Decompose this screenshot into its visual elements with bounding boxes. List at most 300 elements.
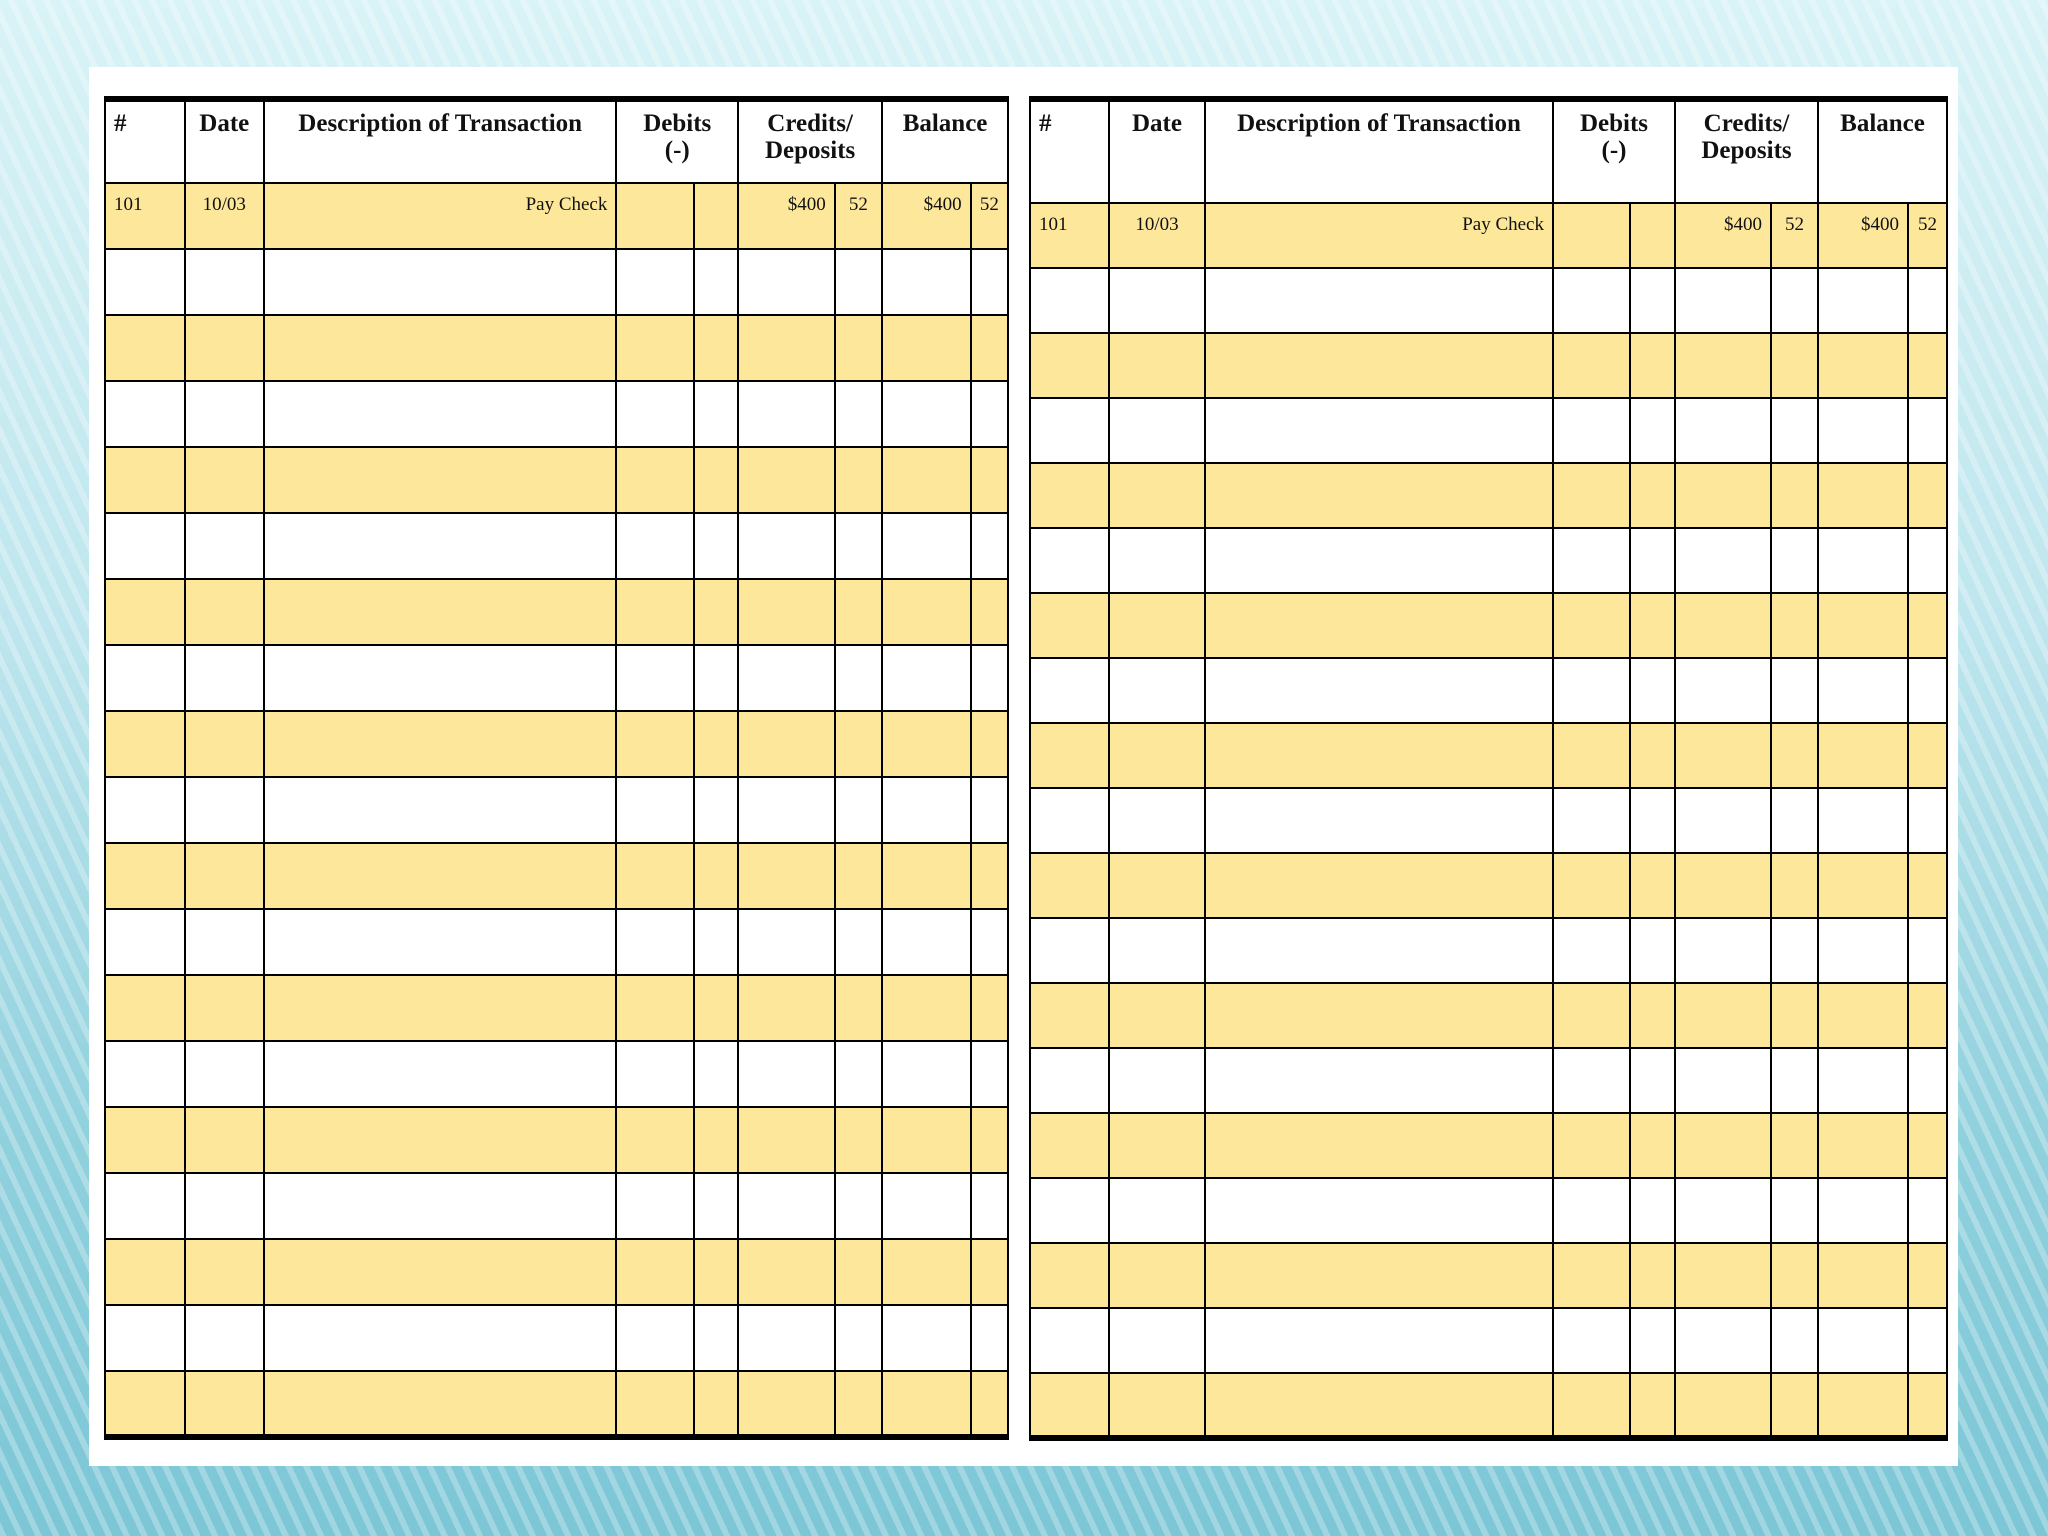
balance-cents-cell[interactable]: [971, 843, 1008, 909]
credit-dollars-cell[interactable]: [1675, 1373, 1771, 1438]
debit-dollars-cell[interactable]: [1553, 593, 1630, 658]
balance-cents-cell[interactable]: [1908, 268, 1947, 333]
check-number-cell[interactable]: [1030, 398, 1109, 463]
check-number-cell[interactable]: [105, 1239, 185, 1305]
credit-cents-cell[interactable]: 52: [835, 183, 882, 249]
balance-dollars-cell[interactable]: [882, 315, 971, 381]
credit-cents-cell[interactable]: [1771, 723, 1818, 788]
balance-dollars-cell[interactable]: [882, 1107, 971, 1173]
debit-cents-cell[interactable]: [694, 381, 738, 447]
description-cell[interactable]: [264, 843, 616, 909]
debit-dollars-cell[interactable]: [616, 513, 694, 579]
credit-cents-cell[interactable]: [835, 711, 882, 777]
balance-cents-cell[interactable]: [971, 381, 1008, 447]
date-cell[interactable]: [185, 381, 265, 447]
check-number-cell[interactable]: [105, 645, 185, 711]
debit-dollars-cell[interactable]: [616, 645, 694, 711]
debit-dollars-cell[interactable]: [1553, 983, 1630, 1048]
debit-cents-cell[interactable]: [694, 579, 738, 645]
debit-dollars-cell[interactable]: [616, 777, 694, 843]
balance-dollars-cell[interactable]: [1818, 853, 1908, 918]
debit-dollars-cell[interactable]: [616, 315, 694, 381]
check-number-cell[interactable]: [1030, 1308, 1109, 1373]
description-cell[interactable]: [1205, 268, 1553, 333]
check-number-cell[interactable]: [1030, 1048, 1109, 1113]
debit-dollars-cell[interactable]: [616, 975, 694, 1041]
balance-dollars-cell[interactable]: [1818, 333, 1908, 398]
check-number-cell[interactable]: [105, 579, 185, 645]
check-number-cell[interactable]: [1030, 268, 1109, 333]
debit-cents-cell[interactable]: [1630, 528, 1675, 593]
balance-dollars-cell[interactable]: $400: [882, 183, 971, 249]
check-number-cell[interactable]: [105, 1041, 185, 1107]
debit-dollars-cell[interactable]: [1553, 268, 1630, 333]
credit-cents-cell[interactable]: [1771, 593, 1818, 658]
balance-dollars-cell[interactable]: [1818, 463, 1908, 528]
credit-dollars-cell[interactable]: [1675, 463, 1771, 528]
date-cell[interactable]: [185, 975, 265, 1041]
balance-dollars-cell[interactable]: [882, 381, 971, 447]
debit-cents-cell[interactable]: [694, 1371, 738, 1437]
description-cell[interactable]: [1205, 463, 1553, 528]
check-number-cell[interactable]: [1030, 658, 1109, 723]
credit-dollars-cell[interactable]: [738, 249, 835, 315]
debit-cents-cell[interactable]: [694, 711, 738, 777]
balance-dollars-cell[interactable]: [1818, 1373, 1908, 1438]
credit-cents-cell[interactable]: [1771, 918, 1818, 983]
debit-cents-cell[interactable]: [1630, 1048, 1675, 1113]
debit-dollars-cell[interactable]: [616, 183, 694, 249]
balance-cents-cell[interactable]: [971, 1371, 1008, 1437]
balance-cents-cell[interactable]: [971, 1107, 1008, 1173]
check-number-cell[interactable]: [1030, 788, 1109, 853]
date-cell[interactable]: [1109, 1373, 1205, 1438]
credit-cents-cell[interactable]: [835, 579, 882, 645]
check-number-cell[interactable]: [105, 1173, 185, 1239]
credit-cents-cell[interactable]: [835, 777, 882, 843]
balance-dollars-cell[interactable]: [1818, 398, 1908, 463]
check-number-cell[interactable]: 101: [1030, 203, 1109, 268]
debit-dollars-cell[interactable]: [616, 579, 694, 645]
debit-dollars-cell[interactable]: [1553, 1113, 1630, 1178]
date-cell[interactable]: [185, 843, 265, 909]
check-number-cell[interactable]: [1030, 983, 1109, 1048]
date-cell[interactable]: [1109, 1308, 1205, 1373]
debit-dollars-cell[interactable]: [1553, 918, 1630, 983]
description-cell[interactable]: [264, 711, 616, 777]
date-cell[interactable]: [1109, 983, 1205, 1048]
balance-dollars-cell[interactable]: [882, 711, 971, 777]
credit-dollars-cell[interactable]: [738, 909, 835, 975]
balance-cents-cell[interactable]: [971, 579, 1008, 645]
balance-dollars-cell[interactable]: [882, 249, 971, 315]
credit-cents-cell[interactable]: [835, 315, 882, 381]
credit-dollars-cell[interactable]: [738, 645, 835, 711]
balance-dollars-cell[interactable]: [1818, 528, 1908, 593]
description-cell[interactable]: [1205, 788, 1553, 853]
debit-dollars-cell[interactable]: [616, 1107, 694, 1173]
debit-dollars-cell[interactable]: [616, 1305, 694, 1371]
balance-dollars-cell[interactable]: [882, 777, 971, 843]
date-cell[interactable]: [1109, 723, 1205, 788]
balance-cents-cell[interactable]: [971, 1041, 1008, 1107]
credit-cents-cell[interactable]: [835, 1107, 882, 1173]
credit-dollars-cell[interactable]: [738, 975, 835, 1041]
date-cell[interactable]: [1109, 398, 1205, 463]
debit-dollars-cell[interactable]: [616, 381, 694, 447]
balance-cents-cell[interactable]: [1908, 658, 1947, 723]
balance-cents-cell[interactable]: [1908, 853, 1947, 918]
description-cell[interactable]: [264, 645, 616, 711]
debit-cents-cell[interactable]: [694, 843, 738, 909]
debit-dollars-cell[interactable]: [616, 711, 694, 777]
balance-cents-cell[interactable]: [1908, 1308, 1947, 1373]
balance-cents-cell[interactable]: [971, 975, 1008, 1041]
balance-dollars-cell[interactable]: [882, 975, 971, 1041]
description-cell[interactable]: [1205, 1308, 1553, 1373]
debit-dollars-cell[interactable]: [616, 843, 694, 909]
credit-dollars-cell[interactable]: [1675, 658, 1771, 723]
credit-cents-cell[interactable]: [1771, 1308, 1818, 1373]
debit-cents-cell[interactable]: [694, 1173, 738, 1239]
date-cell[interactable]: [1109, 918, 1205, 983]
date-cell[interactable]: [1109, 1113, 1205, 1178]
debit-cents-cell[interactable]: [694, 1107, 738, 1173]
balance-cents-cell[interactable]: [1908, 1243, 1947, 1308]
balance-dollars-cell[interactable]: [882, 1305, 971, 1371]
balance-cents-cell[interactable]: [971, 447, 1008, 513]
credit-dollars-cell[interactable]: $400: [1675, 203, 1771, 268]
debit-cents-cell[interactable]: [694, 1239, 738, 1305]
credit-cents-cell[interactable]: [835, 1239, 882, 1305]
check-number-cell[interactable]: [1030, 1373, 1109, 1438]
balance-dollars-cell[interactable]: [1818, 1048, 1908, 1113]
description-cell[interactable]: [1205, 1178, 1553, 1243]
balance-cents-cell[interactable]: [1908, 1113, 1947, 1178]
debit-dollars-cell[interactable]: [616, 1371, 694, 1437]
date-cell[interactable]: [1109, 1178, 1205, 1243]
description-cell[interactable]: Pay Check: [264, 183, 616, 249]
description-cell[interactable]: [264, 909, 616, 975]
debit-cents-cell[interactable]: [1630, 398, 1675, 463]
check-number-cell[interactable]: [1030, 1243, 1109, 1308]
date-cell[interactable]: [1109, 658, 1205, 723]
credit-dollars-cell[interactable]: [738, 1173, 835, 1239]
credit-dollars-cell[interactable]: [738, 1107, 835, 1173]
balance-cents-cell[interactable]: [1908, 398, 1947, 463]
credit-cents-cell[interactable]: [1771, 1373, 1818, 1438]
debit-cents-cell[interactable]: [1630, 1113, 1675, 1178]
description-cell[interactable]: [264, 777, 616, 843]
credit-cents-cell[interactable]: [1771, 658, 1818, 723]
debit-dollars-cell[interactable]: [1553, 333, 1630, 398]
balance-dollars-cell[interactable]: $400: [1818, 203, 1908, 268]
credit-cents-cell[interactable]: [1771, 528, 1818, 593]
description-cell[interactable]: [1205, 398, 1553, 463]
debit-cents-cell[interactable]: [1630, 853, 1675, 918]
balance-cents-cell[interactable]: [971, 1173, 1008, 1239]
balance-dollars-cell[interactable]: [882, 1239, 971, 1305]
credit-cents-cell[interactable]: [835, 843, 882, 909]
credit-dollars-cell[interactable]: [1675, 1113, 1771, 1178]
description-cell[interactable]: [264, 315, 616, 381]
credit-dollars-cell[interactable]: [1675, 1048, 1771, 1113]
balance-cents-cell[interactable]: [1908, 983, 1947, 1048]
balance-dollars-cell[interactable]: [882, 1173, 971, 1239]
description-cell[interactable]: [264, 381, 616, 447]
description-cell[interactable]: [1205, 983, 1553, 1048]
balance-dollars-cell[interactable]: [1818, 268, 1908, 333]
debit-dollars-cell[interactable]: [616, 249, 694, 315]
description-cell[interactable]: Pay Check: [1205, 203, 1553, 268]
balance-dollars-cell[interactable]: [1818, 1308, 1908, 1373]
balance-dollars-cell[interactable]: [1818, 1178, 1908, 1243]
balance-cents-cell[interactable]: [971, 909, 1008, 975]
description-cell[interactable]: [1205, 1243, 1553, 1308]
description-cell[interactable]: [1205, 658, 1553, 723]
debit-cents-cell[interactable]: [1630, 463, 1675, 528]
balance-cents-cell[interactable]: [1908, 1178, 1947, 1243]
debit-cents-cell[interactable]: [1630, 983, 1675, 1048]
date-cell[interactable]: [1109, 853, 1205, 918]
date-cell[interactable]: [1109, 1243, 1205, 1308]
balance-dollars-cell[interactable]: [1818, 1243, 1908, 1308]
balance-cents-cell[interactable]: [971, 315, 1008, 381]
description-cell[interactable]: [1205, 1113, 1553, 1178]
debit-cents-cell[interactable]: [1630, 1373, 1675, 1438]
description-cell[interactable]: [264, 1173, 616, 1239]
date-cell[interactable]: [185, 777, 265, 843]
debit-cents-cell[interactable]: [694, 447, 738, 513]
debit-cents-cell[interactable]: [694, 1041, 738, 1107]
credit-dollars-cell[interactable]: [738, 777, 835, 843]
debit-cents-cell[interactable]: [694, 777, 738, 843]
credit-dollars-cell[interactable]: [1675, 333, 1771, 398]
check-number-cell[interactable]: [1030, 918, 1109, 983]
description-cell[interactable]: [264, 513, 616, 579]
date-cell[interactable]: [1109, 268, 1205, 333]
balance-dollars-cell[interactable]: [1818, 723, 1908, 788]
balance-cents-cell[interactable]: [1908, 723, 1947, 788]
check-number-cell[interactable]: [105, 1107, 185, 1173]
check-number-cell[interactable]: [105, 447, 185, 513]
balance-cents-cell[interactable]: [1908, 528, 1947, 593]
credit-cents-cell[interactable]: [1771, 983, 1818, 1048]
description-cell[interactable]: [1205, 918, 1553, 983]
credit-cents-cell[interactable]: [835, 513, 882, 579]
debit-cents-cell[interactable]: [694, 645, 738, 711]
balance-cents-cell[interactable]: [971, 777, 1008, 843]
debit-dollars-cell[interactable]: [616, 1041, 694, 1107]
credit-dollars-cell[interactable]: [1675, 788, 1771, 853]
debit-cents-cell[interactable]: [1630, 593, 1675, 658]
check-number-cell[interactable]: [1030, 1113, 1109, 1178]
check-number-cell[interactable]: [1030, 853, 1109, 918]
debit-cents-cell[interactable]: [694, 1305, 738, 1371]
date-cell[interactable]: [185, 1239, 265, 1305]
debit-cents-cell[interactable]: [694, 909, 738, 975]
check-number-cell[interactable]: [105, 975, 185, 1041]
credit-dollars-cell[interactable]: [738, 1305, 835, 1371]
check-number-cell[interactable]: 101: [105, 183, 185, 249]
credit-cents-cell[interactable]: [835, 1371, 882, 1437]
credit-cents-cell[interactable]: [835, 975, 882, 1041]
check-number-cell[interactable]: [105, 513, 185, 579]
date-cell[interactable]: [185, 579, 265, 645]
balance-dollars-cell[interactable]: [882, 843, 971, 909]
credit-cents-cell[interactable]: [835, 1305, 882, 1371]
debit-dollars-cell[interactable]: [1553, 528, 1630, 593]
balance-cents-cell[interactable]: [1908, 918, 1947, 983]
credit-cents-cell[interactable]: 52: [1771, 203, 1818, 268]
check-number-cell[interactable]: [1030, 593, 1109, 658]
credit-dollars-cell[interactable]: [1675, 593, 1771, 658]
credit-dollars-cell[interactable]: [738, 447, 835, 513]
credit-dollars-cell[interactable]: [1675, 398, 1771, 463]
credit-cents-cell[interactable]: [1771, 398, 1818, 463]
check-number-cell[interactable]: [1030, 528, 1109, 593]
description-cell[interactable]: [264, 1107, 616, 1173]
check-number-cell[interactable]: [1030, 333, 1109, 398]
credit-dollars-cell[interactable]: [1675, 268, 1771, 333]
debit-dollars-cell[interactable]: [1553, 853, 1630, 918]
credit-dollars-cell[interactable]: [1675, 1243, 1771, 1308]
debit-dollars-cell[interactable]: [1553, 463, 1630, 528]
check-number-cell[interactable]: [105, 909, 185, 975]
credit-dollars-cell[interactable]: [1675, 528, 1771, 593]
debit-cents-cell[interactable]: [1630, 723, 1675, 788]
description-cell[interactable]: [264, 975, 616, 1041]
credit-cents-cell[interactable]: [1771, 268, 1818, 333]
description-cell[interactable]: [264, 1371, 616, 1437]
credit-cents-cell[interactable]: [835, 645, 882, 711]
description-cell[interactable]: [264, 579, 616, 645]
date-cell[interactable]: [1109, 788, 1205, 853]
balance-dollars-cell[interactable]: [1818, 1113, 1908, 1178]
debit-dollars-cell[interactable]: [1553, 1243, 1630, 1308]
date-cell[interactable]: 10/03: [1109, 203, 1205, 268]
credit-cents-cell[interactable]: [1771, 853, 1818, 918]
balance-dollars-cell[interactable]: [1818, 658, 1908, 723]
debit-dollars-cell[interactable]: [1553, 1178, 1630, 1243]
balance-cents-cell[interactable]: [1908, 788, 1947, 853]
balance-dollars-cell[interactable]: [882, 579, 971, 645]
credit-dollars-cell[interactable]: [1675, 1178, 1771, 1243]
balance-dollars-cell[interactable]: [882, 1371, 971, 1437]
date-cell[interactable]: [1109, 463, 1205, 528]
check-number-cell[interactable]: [105, 315, 185, 381]
credit-cents-cell[interactable]: [1771, 463, 1818, 528]
balance-dollars-cell[interactable]: [1818, 788, 1908, 853]
description-cell[interactable]: [1205, 528, 1553, 593]
balance-dollars-cell[interactable]: [882, 1041, 971, 1107]
credit-cents-cell[interactable]: [835, 447, 882, 513]
balance-dollars-cell[interactable]: [1818, 593, 1908, 658]
credit-dollars-cell[interactable]: [738, 1371, 835, 1437]
credit-cents-cell[interactable]: [1771, 333, 1818, 398]
description-cell[interactable]: [1205, 333, 1553, 398]
debit-dollars-cell[interactable]: [616, 909, 694, 975]
debit-cents-cell[interactable]: [1630, 268, 1675, 333]
description-cell[interactable]: [1205, 1048, 1553, 1113]
date-cell[interactable]: 10/03: [185, 183, 265, 249]
credit-cents-cell[interactable]: [835, 1173, 882, 1239]
check-number-cell[interactable]: [105, 381, 185, 447]
balance-cents-cell[interactable]: [971, 711, 1008, 777]
debit-dollars-cell[interactable]: [616, 447, 694, 513]
balance-cents-cell[interactable]: [971, 1305, 1008, 1371]
description-cell[interactable]: [264, 1239, 616, 1305]
debit-cents-cell[interactable]: [1630, 1243, 1675, 1308]
credit-dollars-cell[interactable]: [738, 843, 835, 909]
debit-cents-cell[interactable]: [694, 513, 738, 579]
credit-dollars-cell[interactable]: [738, 1239, 835, 1305]
date-cell[interactable]: [1109, 1048, 1205, 1113]
credit-cents-cell[interactable]: [835, 249, 882, 315]
date-cell[interactable]: [185, 1107, 265, 1173]
debit-dollars-cell[interactable]: [1553, 1048, 1630, 1113]
check-number-cell[interactable]: [1030, 1178, 1109, 1243]
credit-dollars-cell[interactable]: [738, 381, 835, 447]
description-cell[interactable]: [264, 447, 616, 513]
date-cell[interactable]: [1109, 593, 1205, 658]
check-number-cell[interactable]: [105, 777, 185, 843]
check-number-cell[interactable]: [105, 1371, 185, 1437]
balance-cents-cell[interactable]: [1908, 333, 1947, 398]
debit-cents-cell[interactable]: [1630, 333, 1675, 398]
credit-dollars-cell[interactable]: [1675, 853, 1771, 918]
date-cell[interactable]: [1109, 528, 1205, 593]
credit-dollars-cell[interactable]: [1675, 983, 1771, 1048]
debit-dollars-cell[interactable]: [616, 1173, 694, 1239]
description-cell[interactable]: [1205, 853, 1553, 918]
credit-cents-cell[interactable]: [1771, 1113, 1818, 1178]
date-cell[interactable]: [185, 315, 265, 381]
balance-cents-cell[interactable]: 52: [971, 183, 1008, 249]
date-cell[interactable]: [185, 1371, 265, 1437]
date-cell[interactable]: [185, 1305, 265, 1371]
check-number-cell[interactable]: [1030, 723, 1109, 788]
credit-cents-cell[interactable]: [1771, 1048, 1818, 1113]
credit-cents-cell[interactable]: [1771, 1243, 1818, 1308]
debit-dollars-cell[interactable]: [1553, 1373, 1630, 1438]
date-cell[interactable]: [1109, 333, 1205, 398]
debit-dollars-cell[interactable]: [1553, 203, 1630, 268]
description-cell[interactable]: [264, 1041, 616, 1107]
debit-dollars-cell[interactable]: [1553, 398, 1630, 463]
balance-cents-cell[interactable]: [1908, 1373, 1947, 1438]
credit-cents-cell[interactable]: [1771, 788, 1818, 853]
balance-cents-cell[interactable]: [971, 645, 1008, 711]
debit-cents-cell[interactable]: [1630, 203, 1675, 268]
debit-cents-cell[interactable]: [694, 183, 738, 249]
debit-cents-cell[interactable]: [1630, 918, 1675, 983]
credit-dollars-cell[interactable]: [738, 1041, 835, 1107]
balance-dollars-cell[interactable]: [1818, 918, 1908, 983]
credit-dollars-cell[interactable]: [1675, 723, 1771, 788]
credit-dollars-cell[interactable]: [738, 315, 835, 381]
credit-dollars-cell[interactable]: [1675, 918, 1771, 983]
balance-dollars-cell[interactable]: [882, 909, 971, 975]
debit-cents-cell[interactable]: [1630, 658, 1675, 723]
debit-dollars-cell[interactable]: [616, 1239, 694, 1305]
date-cell[interactable]: [185, 249, 265, 315]
credit-dollars-cell[interactable]: [1675, 1308, 1771, 1373]
credit-dollars-cell[interactable]: [738, 711, 835, 777]
debit-dollars-cell[interactable]: [1553, 658, 1630, 723]
debit-cents-cell[interactable]: [1630, 788, 1675, 853]
debit-cents-cell[interactable]: [694, 315, 738, 381]
